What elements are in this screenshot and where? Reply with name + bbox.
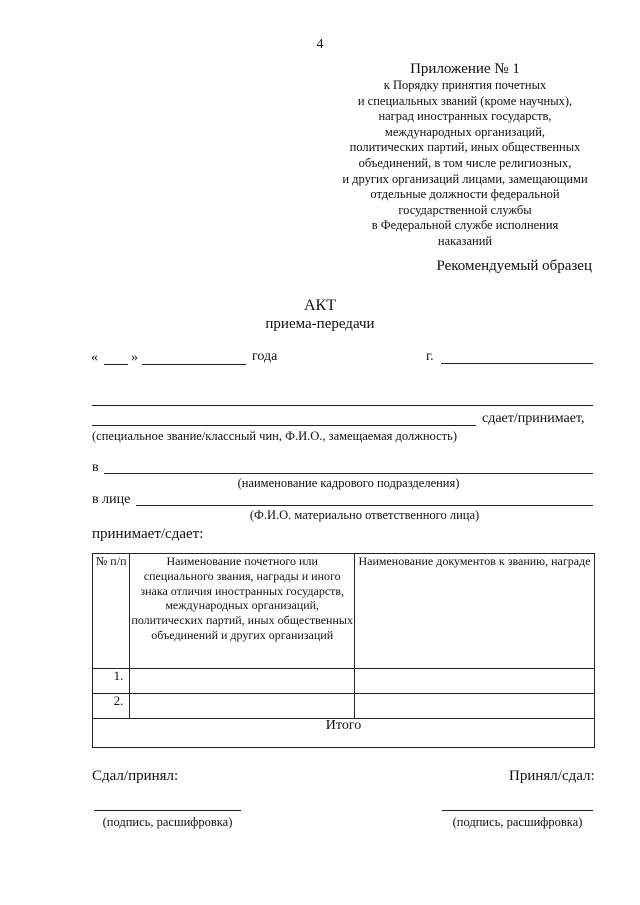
party2-caption: (наименование кадрового подразделения) — [237, 476, 460, 490]
annex-line: политических партий, иных общественных — [349, 140, 581, 155]
receives-label: принимает/сдает: — [92, 526, 204, 542]
items-table — [92, 553, 595, 748]
table-row — [93, 669, 595, 694]
party2-prefix: в — [92, 460, 99, 475]
header-documents: Наименование документов к званию, награде — [355, 554, 595, 669]
annex-line: объединений, в том числе религиозных, — [358, 155, 572, 170]
annex-line: к Порядку принятия почетных — [383, 78, 547, 92]
right-signature-field[interactable] — [442, 810, 593, 811]
left-signature-label: Сдал/принял: — [92, 768, 179, 784]
table-total-row — [93, 719, 595, 748]
year-word: года — [252, 349, 278, 364]
row-documents-cell[interactable] — [355, 669, 595, 694]
party1-action: сдает/принимает, — [482, 411, 585, 426]
row-number: 2. — [93, 694, 130, 719]
sample-note: Рекомендуемый образец — [436, 258, 592, 274]
annex-line: наказаний — [437, 233, 493, 248]
party1-field-line2[interactable] — [92, 425, 476, 426]
party3-field[interactable] — [136, 505, 593, 506]
page-number: 4 — [316, 37, 324, 52]
table-row — [93, 694, 595, 719]
annex-block — [300, 60, 630, 250]
party3-prefix: в лице — [92, 492, 131, 507]
city-field[interactable] — [441, 363, 593, 364]
annex-line: в Федеральной службе исполнения — [371, 218, 559, 233]
document-subtitle: приема-передачи — [265, 316, 375, 332]
row-award-cell[interactable] — [130, 694, 355, 719]
row-documents-cell[interactable] — [355, 694, 595, 719]
annex-line: наград иностранных государств, — [378, 109, 552, 124]
party1-field-line1[interactable] — [92, 405, 593, 406]
party3-caption: (Ф.И.О. материально ответственного лица) — [249, 508, 480, 522]
left-signature-caption: (подпись, расшифровка) — [102, 815, 233, 829]
annex-line: и специальных званий (кроме научных), — [357, 93, 573, 108]
day-field[interactable] — [104, 364, 128, 365]
right-signature-label: Принял/сдал: — [509, 768, 595, 784]
city-prefix: г. — [426, 349, 434, 364]
party2-field[interactable] — [104, 473, 593, 474]
row-number: 1. — [93, 669, 130, 694]
annex-line: и других организаций лицами, замещающими — [342, 171, 588, 186]
left-signature-field[interactable] — [94, 810, 241, 811]
close-quote: » — [131, 350, 138, 365]
annex-line: государственной службы — [398, 202, 532, 217]
open-quote: « — [91, 350, 98, 365]
table-header-row — [93, 554, 595, 669]
document-title: АКТ — [304, 297, 336, 314]
annex-line: международных организаций, — [384, 124, 546, 139]
annex-heading: Приложение № 1 — [410, 61, 520, 77]
header-number: № п/п — [93, 554, 130, 669]
annex-line: отдельные должности федеральной — [370, 187, 560, 202]
row-award-cell[interactable] — [130, 669, 355, 694]
month-field[interactable] — [142, 364, 246, 365]
total-label: Итого — [93, 719, 595, 748]
party1-caption: (специальное звание/классный чин, Ф.И.О., замещаемая должность) — [92, 429, 457, 443]
header-award-name: Наименование почетного или специального звания, награды и иного знака отличия иностранных государств, международных организаций, политических партий, иных общественных объединений и других организаций — [130, 554, 355, 669]
right-signature-caption: (подпись, расшифровка) — [452, 815, 583, 829]
